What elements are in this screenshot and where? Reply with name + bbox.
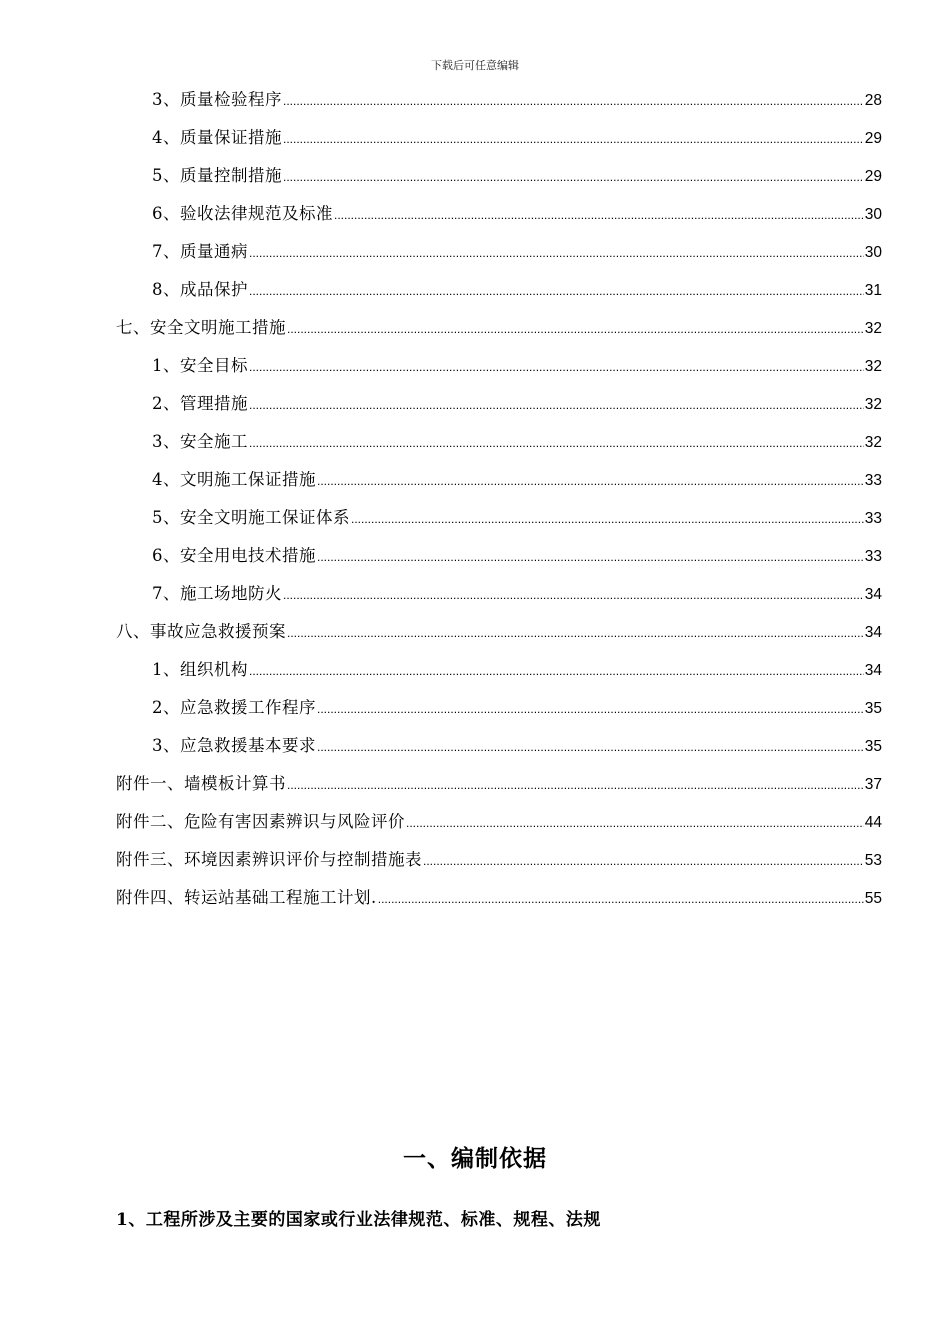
toc-entry[interactable] xyxy=(116,770,882,798)
toc-dot-leader xyxy=(317,695,864,723)
toc-entry-page-number: 35 xyxy=(864,738,882,755)
toc-entry-page-number: 33 xyxy=(864,510,882,527)
toc-dot-leader xyxy=(334,201,864,229)
toc-entry-label: 附件一、墙模板计算书 xyxy=(116,774,286,793)
toc-dot-leader xyxy=(317,467,864,495)
toc-entry-page-number: 34 xyxy=(864,624,882,641)
toc-dot-leader xyxy=(249,277,864,305)
toc-entry[interactable] xyxy=(152,238,882,266)
toc-dot-leader xyxy=(283,87,864,115)
toc-entry-page-number: 29 xyxy=(864,168,882,185)
toc-dot-leader xyxy=(287,771,864,799)
toc-entry-page-number: 35 xyxy=(864,700,882,717)
section-heading: 一、编制依据 xyxy=(403,1145,547,1172)
toc-entry-page-number: 32 xyxy=(864,396,882,413)
toc-entry-page-number: 30 xyxy=(864,244,882,261)
toc-dot-leader xyxy=(287,619,864,647)
toc-entry-page-number: 32 xyxy=(864,434,882,451)
toc-entry[interactable] xyxy=(152,200,882,228)
toc-dot-leader xyxy=(406,809,864,837)
toc-entry-label: 七、安全文明施工措施 xyxy=(116,318,286,337)
toc-entry-page-number: 37 xyxy=(864,776,882,793)
toc-dot-leader xyxy=(249,353,864,381)
sub-heading: 1、工程所涉及主要的国家或行业法律规范、标准、规程、法规 xyxy=(116,1210,601,1230)
toc-entry-page-number: 32 xyxy=(864,320,882,337)
toc-dot-leader xyxy=(249,391,864,419)
toc-entry-label: 附件四、转运站基础工程施工计划. xyxy=(116,888,377,907)
toc-dot-leader xyxy=(283,125,864,153)
toc-entry-page-number: 55 xyxy=(864,890,882,907)
page-header: 下载后可任意编辑 xyxy=(431,59,519,72)
toc-entry-label: 5、质量控制措施 xyxy=(152,166,282,185)
toc-entry-label: 4、文明施工保证措施 xyxy=(152,470,316,489)
toc-entry-label: 1、安全目标 xyxy=(152,356,248,375)
toc-entry-page-number: 28 xyxy=(864,92,882,109)
toc-dot-leader xyxy=(423,847,864,875)
toc-entry[interactable] xyxy=(116,618,882,646)
toc-dot-leader xyxy=(283,581,864,609)
toc-entry[interactable] xyxy=(152,656,882,684)
toc-entry[interactable] xyxy=(152,162,882,190)
toc-dot-leader xyxy=(249,239,864,267)
toc-entry-label: 3、质量检验程序 xyxy=(152,90,282,109)
toc-entry[interactable] xyxy=(152,694,882,722)
toc-entry-label: 2、应急救援工作程序 xyxy=(152,698,316,717)
toc-entry-label: 2、管理措施 xyxy=(152,394,248,413)
toc-entry-label: 4、质量保证措施 xyxy=(152,128,282,147)
toc-entry[interactable] xyxy=(152,580,882,608)
toc-entry[interactable] xyxy=(152,466,882,494)
toc-entry[interactable] xyxy=(152,86,882,114)
toc-entry-page-number: 34 xyxy=(864,662,882,679)
toc-entry-label: 3、应急救援基本要求 xyxy=(152,736,316,755)
toc-dot-leader xyxy=(287,315,864,343)
toc-entry-page-number: 31 xyxy=(864,282,882,299)
toc-entry-page-number: 53 xyxy=(864,852,882,869)
toc-entry-label: 附件二、危险有害因素辨识与风险评价 xyxy=(116,812,405,831)
toc-entry-label: 8、成品保护 xyxy=(152,280,248,299)
toc-dot-leader xyxy=(351,505,864,533)
toc-entry-label: 5、安全文明施工保证体系 xyxy=(152,508,350,527)
toc-entry[interactable] xyxy=(116,884,882,912)
toc-entry-label: 6、安全用电技术措施 xyxy=(152,546,316,565)
toc-entry-page-number: 29 xyxy=(864,130,882,147)
toc-entry[interactable] xyxy=(116,314,882,342)
toc-entry[interactable] xyxy=(152,732,882,760)
toc-entry-page-number: 33 xyxy=(864,472,882,489)
toc-entry[interactable] xyxy=(152,124,882,152)
toc-entry[interactable] xyxy=(152,390,882,418)
toc-entry-page-number: 44 xyxy=(864,814,882,831)
toc-entry[interactable] xyxy=(152,428,882,456)
toc-entry-page-number: 34 xyxy=(864,586,882,603)
toc-dot-leader xyxy=(317,733,864,761)
toc-dot-leader xyxy=(249,429,864,457)
toc-entry-label: 3、安全施工 xyxy=(152,432,248,451)
toc-entry[interactable] xyxy=(152,504,882,532)
toc-entry[interactable] xyxy=(116,808,882,836)
toc-dot-leader xyxy=(283,163,864,191)
toc-entry[interactable] xyxy=(152,352,882,380)
toc-entry[interactable] xyxy=(152,542,882,570)
toc-dot-leader xyxy=(317,543,864,571)
toc-entry-label: 八、事故应急救援预案 xyxy=(116,622,286,641)
toc-entry-page-number: 33 xyxy=(864,548,882,565)
toc-entry-label: 1、组织机构 xyxy=(152,660,248,679)
toc-entry-label: 附件三、环境因素辨识评价与控制措施表 xyxy=(116,850,422,869)
toc-entry-label: 7、质量通病 xyxy=(152,242,248,261)
toc-dot-leader xyxy=(378,885,864,913)
toc-dot-leader xyxy=(249,657,864,685)
toc-entry-label: 6、验收法律规范及标准 xyxy=(152,204,333,223)
toc-entry-page-number: 32 xyxy=(864,358,882,375)
toc-entry-label: 7、施工场地防火 xyxy=(152,584,282,603)
toc-entry[interactable] xyxy=(116,846,882,874)
toc-entry[interactable] xyxy=(152,276,882,304)
toc-entry-page-number: 30 xyxy=(864,206,882,223)
